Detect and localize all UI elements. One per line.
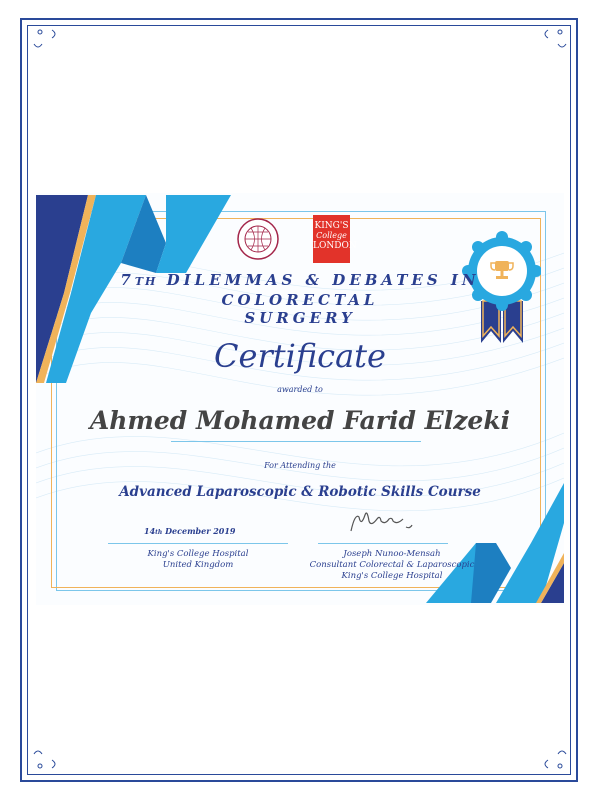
signer-organization: King's College Hospital bbox=[341, 571, 443, 581]
signature-line bbox=[318, 543, 448, 544]
heading-line-3: SURGERY bbox=[244, 309, 356, 327]
date-day: 14 bbox=[144, 526, 156, 536]
kings-college-london-logo bbox=[313, 215, 357, 263]
date-month-year: December 2019 bbox=[165, 526, 236, 536]
for-attending-label: For Attending the bbox=[264, 461, 336, 470]
recipient-name: Ahmed Mohamed Farid Elzeki bbox=[89, 406, 511, 435]
logo-text-line-1: KING'S bbox=[314, 221, 349, 231]
name-underline bbox=[171, 441, 421, 442]
corner-ornament-bottom-right bbox=[530, 742, 570, 772]
heading-line-1-text: DILEMMAS & DEBATES IN bbox=[166, 271, 480, 289]
college-seal-logo bbox=[236, 217, 280, 261]
corner-ornament-top-left bbox=[30, 26, 70, 56]
course-name: Advanced Laparoscopic & Robotic Skills Course bbox=[119, 484, 481, 500]
signer-name: Joseph Nunoo-Mensah bbox=[343, 549, 441, 559]
awarded-to-label: awarded to bbox=[277, 385, 323, 394]
signer-block bbox=[282, 549, 502, 582]
event-heading bbox=[36, 271, 564, 327]
heading-ordinal-suffix: TH bbox=[134, 275, 158, 288]
location-line-1: King's College Hospital bbox=[147, 549, 249, 559]
certificate-date bbox=[144, 526, 235, 536]
corner-ornament-bottom-left bbox=[30, 742, 70, 772]
date-suffix: th bbox=[155, 529, 163, 536]
heading-line-2: COLORECTAL bbox=[221, 291, 379, 309]
heading-line-1 bbox=[36, 271, 564, 291]
certificate-title: Certificate bbox=[214, 337, 386, 375]
heading-ordinal: 7 bbox=[120, 271, 135, 289]
location-block bbox=[108, 549, 288, 571]
logo-text-line-3: LONDON bbox=[313, 241, 357, 251]
date-line bbox=[108, 543, 288, 544]
location-line-2: United Kingdom bbox=[162, 560, 234, 570]
logo-text-line-2: College bbox=[316, 231, 347, 240]
corner-ornament-top-right bbox=[530, 26, 570, 56]
certificate-card bbox=[36, 193, 564, 605]
signer-title: Consultant Colorectal & Laparoscopic bbox=[309, 560, 475, 570]
signature bbox=[346, 509, 426, 539]
